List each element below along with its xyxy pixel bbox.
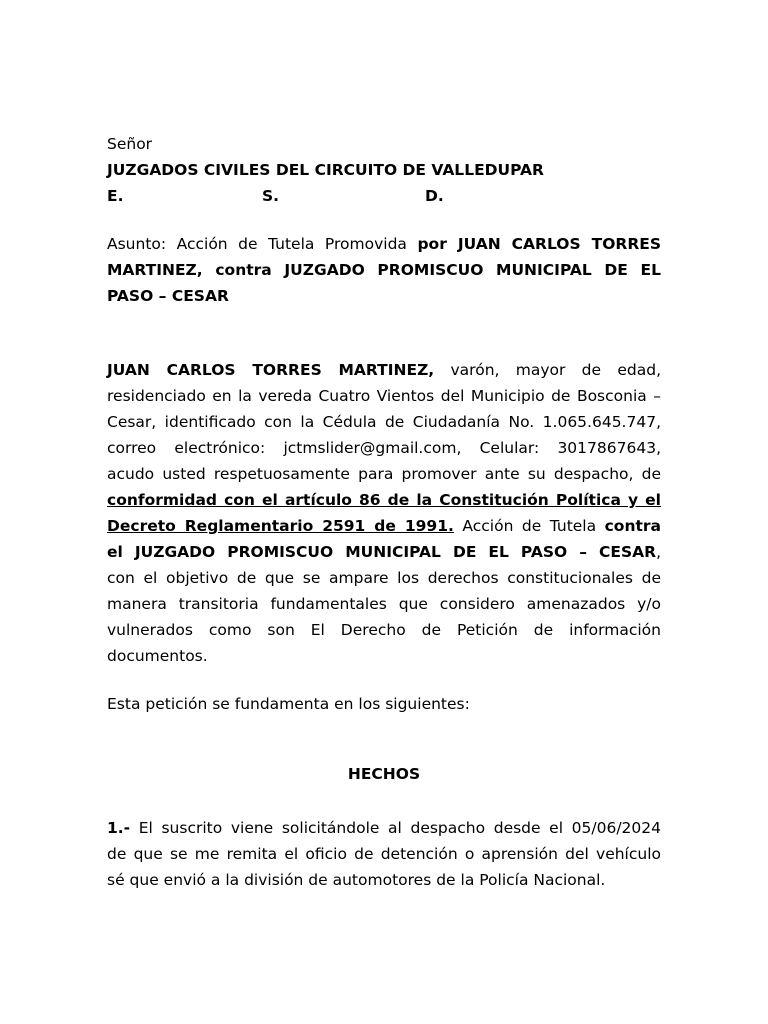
fact-1-line-1-text: El suscrito viene solicitándole al despacho desde el 05/06/2024 xyxy=(130,819,661,837)
body-line-10: manera transitoria fundamentales que considero amenazados y/o xyxy=(107,595,661,613)
subject-line-2 xyxy=(107,257,661,283)
body-line-9: con el objetivo de que se ampare los derechos constitucionales de xyxy=(107,569,661,587)
addressee-text: JUZGADOS CIVILES DEL CIRCUITO DE VALLEDUPAR xyxy=(107,161,544,179)
esd-line xyxy=(107,183,661,209)
fact-1-line-3: sé que envió a la división de automotores de la Policía Nacional. xyxy=(107,871,606,889)
body-line-5: acudo usted respetuosamente para promover ante su despacho, de xyxy=(107,465,661,483)
body-line-6 xyxy=(107,487,661,513)
esd-d: D. xyxy=(425,187,444,205)
body-line-12: documentos. xyxy=(107,647,208,665)
body-line-1 xyxy=(107,357,661,383)
body-line-2: residenciado en la vereda Cuatro Vientos del Municipio de Bosconia – xyxy=(107,387,661,405)
body-line-7-contra: contra xyxy=(604,517,661,535)
fact-1-line-1 xyxy=(107,815,661,841)
subject-line-2-text: MARTINEZ, contra JUZGADO PROMISCUO MUNICIPAL DE EL xyxy=(107,261,661,279)
body-line-8-rest: , xyxy=(656,543,661,561)
body-line-1-rest: varón, mayor de edad, xyxy=(434,361,661,379)
body-line-7 xyxy=(107,513,661,539)
body-line-3: Cesar, identificado con la Cédula de Ciudadanía No. 1.065.645.747, xyxy=(107,413,661,431)
hechos-heading-text: HECHOS xyxy=(347,765,421,783)
subject-label: Asunto: Acción de Tutela Promovida xyxy=(107,235,418,253)
esd-e: E. xyxy=(107,187,124,205)
subject-line-3-text: PASO – CESAR xyxy=(107,287,229,305)
legal-basis-1: conformidad con el artículo 86 de la Constitución Política y el xyxy=(107,491,661,509)
fact-1-number: 1.- xyxy=(107,819,131,837)
body-line-8 xyxy=(107,539,661,565)
legal-basis-2: Decreto Reglamentario 2591 de 1991. xyxy=(107,517,454,535)
esd-s: S. xyxy=(262,187,280,205)
addressee xyxy=(107,157,661,183)
subject-por: por JUAN CARLOS TORRES xyxy=(417,235,662,253)
petitioner-name: JUAN CARLOS TORRES MARTINEZ, xyxy=(107,361,435,379)
subject-line-1 xyxy=(107,231,661,257)
defendant-name: el JUZGADO PROMISCUO MUNICIPAL DE EL PASO – CESAR xyxy=(107,543,657,561)
body-line-11: vulnerados como son El Derecho de Petición de información xyxy=(107,621,661,639)
hechos-heading xyxy=(107,761,661,787)
fact-1-line-2: de que se me remita el oficio de detención o aprensión del vehículo xyxy=(107,845,661,863)
basis-statement: Esta petición se fundamenta en los siguientes: xyxy=(107,695,470,713)
body-line-4: correo electrónico: jctmslider@gmail.com, Celular: 3017867643, xyxy=(107,439,661,457)
subject-line-3 xyxy=(107,283,661,309)
body-line-7-mid: Acción de Tutela xyxy=(453,517,605,535)
salutation: Señor xyxy=(107,135,153,153)
